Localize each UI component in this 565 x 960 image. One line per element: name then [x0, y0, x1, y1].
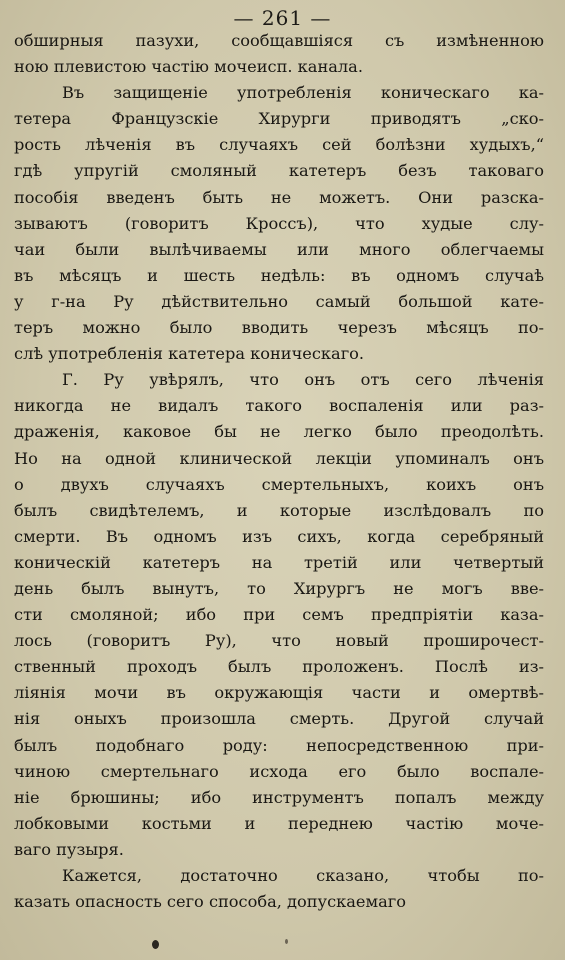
text-line: ніе брюшины; ибо инструментъ попалъ между	[14, 787, 544, 807]
text-line: ваго пузыря.	[14, 839, 124, 859]
text-line: драженія, каковое бы не легко было преодолѣть.	[14, 422, 544, 442]
text-line: тетера Французскіе Хирурги приводятъ „ско-	[14, 109, 544, 129]
text-line: лось (говоритъ Ру), что новый проширочест-	[14, 631, 544, 651]
text-line: зываютъ (говоритъ Кроссъ), что худые слу-	[14, 213, 544, 233]
text-line: ною плевистою частію мочеисп. канала.	[14, 57, 363, 77]
text-line: былъ подобнаго роду: непосредственною при-	[14, 735, 544, 755]
text-line: никогда не видалъ такого воспаленія или раз-	[14, 396, 544, 416]
text-line: Но на одной клинической лекціи упоминалъ онъ	[14, 448, 544, 468]
text-line: лобковыми костьми и переднею частію моче-	[14, 813, 544, 833]
text-line: ліянія мочи въ окружающія части и омертвѣ-	[14, 683, 544, 703]
text-line: въ мѣсяцъ и шесть недѣль: въ одномъ случаѣ	[14, 265, 544, 285]
text-line: казать опасность сего способа, допускаемаго	[14, 892, 406, 912]
text-line: чиною смертельнаго исхода его было воспале-	[14, 761, 544, 781]
text-line: слѣ употребленія катетера коническаго.	[14, 344, 365, 364]
text-line: чаи были вылѣчиваемы или много облегчаемы	[14, 239, 544, 259]
text-line: у г-на Ру дѣйствительно самый большой кате-	[14, 291, 544, 311]
text-line: обширныя пазухи, сообщавшіяся съ измѣненною	[14, 31, 544, 50]
page-number: — 261 —	[233, 6, 332, 30]
text-line: смерти. Въ одномъ изъ сихъ, когда серебряный	[14, 526, 544, 546]
text-line: Кажется, достаточно сказано, чтобы по-	[62, 866, 544, 885]
text-line: пособія введенъ быть не можетъ. Они разска-	[14, 187, 544, 207]
paper-speck	[285, 939, 288, 944]
text-line: нія оныхъ произошла смерть. Другой случай	[14, 709, 544, 729]
text-line: былъ свидѣтелемъ, и которые изслѣдовалъ по	[14, 500, 544, 520]
text-line: гдѣ упругій смоляный катетеръ безъ таковаго	[14, 161, 544, 181]
text-line: ственный проходъ былъ проложенъ. Послѣ из-	[14, 657, 544, 677]
text-line: день былъ вынутъ, то Хирургъ не могъ вве-	[14, 578, 544, 598]
ink-blot	[152, 940, 159, 949]
text-line: о двухъ случаяхъ смертельныхъ, коихъ онъ	[14, 474, 544, 494]
text-line: теръ можно было вводить черезъ мѣсяцъ по-	[14, 318, 544, 338]
text-line: сти смоляной; ибо при семъ предпріятіи каза-	[14, 605, 544, 625]
text-line: коническій катетеръ на третій или четвертый	[14, 552, 544, 572]
text-line: Г. Ру увѣрялъ, что онъ отъ сего лѣченія	[62, 370, 544, 390]
body-text	[14, 28, 544, 915]
text-line: рость лѣченія въ случаяхъ сей болѣзни худыхъ,“	[14, 135, 544, 155]
text-line: Въ защищеніе употребленія коническаго ка-	[62, 83, 544, 103]
